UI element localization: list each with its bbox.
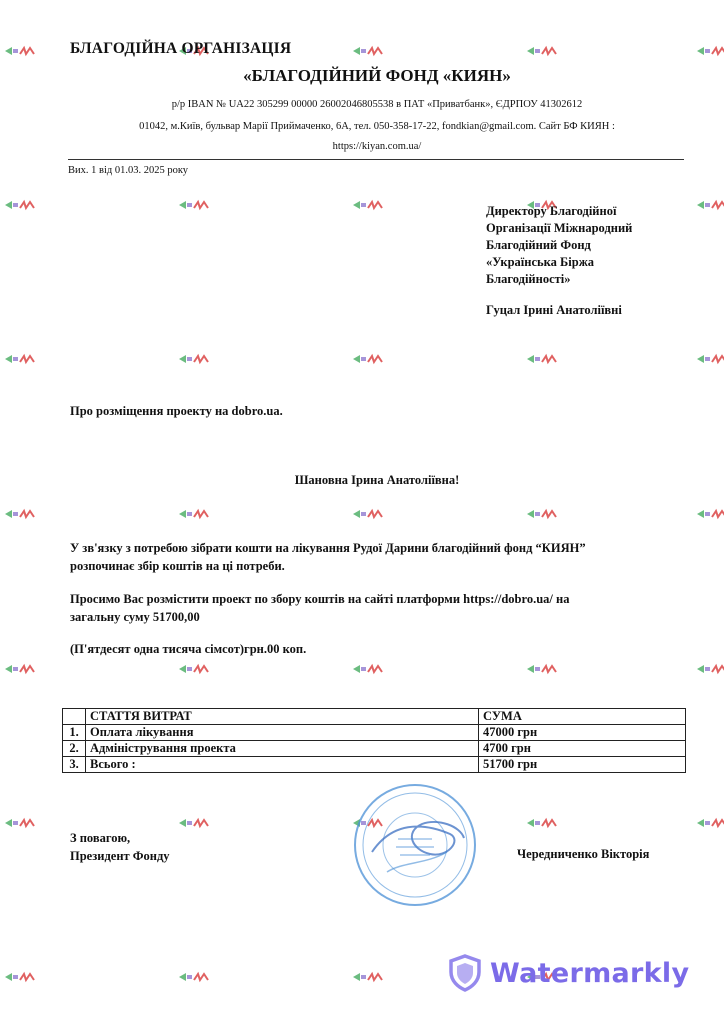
table-row: [63, 757, 686, 773]
table-header-row: [63, 709, 686, 725]
fund-name-heading: «БЛАГОДІЙНИЙ ФОНД «КИЯН»: [243, 66, 511, 85]
org-type-heading: БЛАГОДІЙНА ОРГАНІЗАЦІЯ: [70, 40, 292, 57]
logo-mark-icon: [178, 662, 210, 674]
body-paragraph-2: [70, 590, 690, 626]
logo-mark-icon: [4, 44, 36, 56]
logo-mark-icon: [178, 507, 210, 519]
logo-mark-icon: [526, 662, 558, 674]
logo-mark-icon: [696, 507, 724, 519]
logo-mark-icon: [696, 198, 724, 210]
row-item: Всього :: [86, 757, 479, 773]
website-link[interactable]: https://kiyan.com.ua/: [332, 141, 422, 152]
amount-in-words: (П'ятдесят одна тисяча сімсот)грн.00 коп.: [70, 642, 307, 656]
official-stamp: [352, 782, 478, 908]
body-line: розпочинає збір коштів на ці потреби.: [70, 559, 285, 573]
logo-mark-icon: [352, 44, 384, 56]
addressee-line: Благодійності»: [486, 272, 571, 286]
row-item: Оплата лікування: [86, 725, 479, 741]
body-paragraph-1: [70, 539, 690, 575]
row-number: 3.: [63, 757, 86, 773]
logo-mark-icon: [178, 198, 210, 210]
logo-mark-icon: [4, 816, 36, 828]
row-number: 1.: [63, 725, 86, 741]
signature-left: [70, 829, 170, 865]
signer-name: Чередниченко Вікторія: [517, 847, 650, 861]
addressee-block: [486, 203, 686, 288]
outgoing-reference: Вих. 1 від 01.03. 2025 року: [68, 165, 189, 176]
header-divider: [68, 159, 684, 160]
table-row: [63, 725, 686, 741]
table-row: [63, 741, 686, 757]
logo-mark-icon: [4, 352, 36, 364]
watermark-badge: [448, 952, 689, 994]
logo-mark-icon: [352, 352, 384, 364]
table-header-cell: СУМА: [479, 709, 686, 725]
logo-mark-icon: [526, 352, 558, 364]
logo-mark-icon: [178, 816, 210, 828]
logo-mark-icon: [696, 44, 724, 56]
table-header-cell: СТАТТЯ ВИТРАТ: [86, 709, 479, 725]
row-item: Адміністрування проекта: [86, 741, 479, 757]
logo-mark-icon: [4, 970, 36, 982]
row-amount: 4700 грн: [479, 741, 686, 757]
row-amount: 47000 грн: [479, 725, 686, 741]
row-number: 2.: [63, 741, 86, 757]
expenses-table: [62, 708, 686, 773]
addressee-line: «Українська Біржа: [486, 255, 595, 269]
logo-mark-icon: [178, 970, 210, 982]
logo-mark-icon: [352, 507, 384, 519]
logo-mark-icon: [696, 816, 724, 828]
logo-mark-icon: [352, 662, 384, 674]
logo-mark-icon: [526, 44, 558, 56]
logo-mark-icon: [178, 352, 210, 364]
logo-mark-icon: [526, 507, 558, 519]
bank-requisites: р/р IBAN № UA22 305299 00000 26002046805538 в ПАТ «Приватбанк», ЄДРПОУ 41302612: [171, 99, 583, 110]
logo-mark-icon: [4, 507, 36, 519]
logo-mark-icon: [4, 662, 36, 674]
addressee-line: Організації Міжнародний: [486, 221, 633, 235]
watermark-text: Watermarkly: [490, 957, 690, 989]
address-contacts: 01042, м.Київ, бульвар Марії Приймаченко, 6А, тел. 050-358-17-22, fondkian@gmail.com. Сайт БФ КИЯН :: [139, 121, 615, 132]
body-line: Просимо Вас розмістити проект по збору коштів на сайті платформи https://dobro.ua/ на: [70, 592, 570, 606]
row-amount: 51700 грн: [479, 757, 686, 773]
logo-mark-icon: [352, 198, 384, 210]
letter-greeting: Шановна Ірина Анатоліївна!: [294, 473, 460, 487]
logo-mark-icon: [4, 198, 36, 210]
signer-position: Президент Фонду: [70, 849, 170, 863]
shield-icon: [448, 954, 482, 992]
closing-text: З повагою,: [70, 831, 131, 845]
body-line: загальну суму 51700,00: [70, 610, 200, 624]
body-line: У зв'язку з потребою зібрати кошти на лікування Рудої Дарини благодійний фонд “КИЯН”: [70, 541, 586, 555]
logo-mark-icon: [696, 352, 724, 364]
addressee-name: Гуцал Ірині Анатоліївні: [486, 303, 622, 317]
letter-subject: Про розміщення проекту на dobro.ua.: [70, 404, 283, 418]
logo-mark-icon: [352, 970, 384, 982]
table-header-cell: [63, 709, 86, 725]
logo-mark-icon: [696, 662, 724, 674]
addressee-line: Благодійний Фонд: [486, 238, 591, 252]
addressee-line: Директору Благодійної: [486, 204, 617, 218]
logo-mark-icon: [526, 816, 558, 828]
